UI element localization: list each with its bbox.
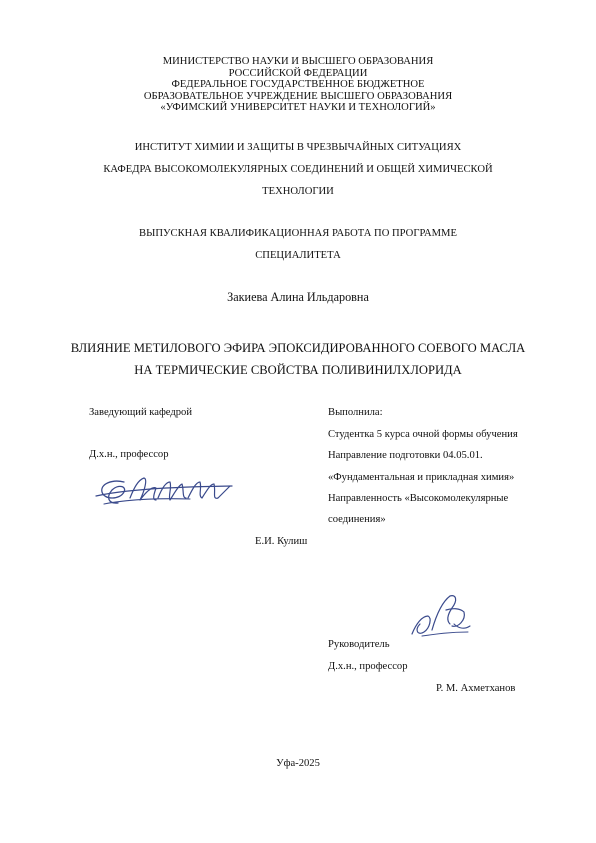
head-of-department-degree: Д.х.н., профессор — [89, 449, 169, 460]
department-line: КАФЕДРА ВЫСОКОМОЛЕКУЛЯРНЫХ СОЕДИНЕНИЙ И ОБЩЕЙ ХИМИЧЕСКОЙ — [103, 164, 493, 175]
ministry-line: «УФИМСКИЙ УНИВЕРСИТЕТ НАУКИ И ТЕХНОЛОГИЙ» — [160, 102, 436, 114]
city-year: Уфа-2025 — [276, 758, 320, 769]
performer-direction: Направление подготовки 04.05.01. — [328, 450, 483, 461]
ministry-line: МИНИСТЕРСТВО НАУКИ И ВЫСШЕГО ОБРАЗОВАНИЯ — [162, 56, 434, 67]
department-line: ТЕХНОЛОГИИ — [262, 186, 334, 197]
performer-label: Выполнила: — [328, 407, 383, 418]
performer-student: Студентка 5 курса очной формы обучения — [328, 429, 518, 440]
ministry-header — [0, 56, 596, 114]
performer-direction-name: «Фундаментальная и прикладная химия» — [328, 472, 515, 483]
head-of-department-signature — [94, 470, 240, 512]
head-of-department-name: Е.И. Кулиш — [255, 536, 308, 547]
thesis-title — [0, 337, 596, 381]
supervisor-name: Р. М. Ахметханов — [436, 683, 516, 694]
institute-line: ИНСТИТУТ ХИМИИ И ЗАЩИТЫ В ЧРЕЗВЫЧАЙНЫХ СИТУАЦИЯХ — [134, 142, 462, 153]
title-line: НА ТЕРМИЧЕСКИЕ СВОЙСТВА ПОЛИВИНИЛХЛОРИДА — [134, 363, 462, 377]
performer-specialization: Направленность «Высокомолекулярные — [328, 493, 509, 504]
work-type-line: СПЕЦИАЛИТЕТА — [255, 250, 341, 261]
author-name: Закиева Алина Ильдаровна — [227, 290, 369, 304]
institute-header — [0, 137, 596, 203]
ministry-line: РОССИЙСКОЙ ФЕДЕРАЦИИ — [228, 67, 368, 79]
performer-specialization-cont: соединения» — [328, 514, 386, 525]
supervisor-signature — [402, 590, 474, 642]
title-line: ВЛИЯНИЕ МЕТИЛОВОГО ЭФИРА ЭПОКСИДИРОВАННОГО СОЕВОГО МАСЛА — [70, 341, 526, 355]
ministry-line: ОБРАЗОВАТЕЛЬНОЕ УЧРЕЖДЕНИЕ ВЫСШЕГО ОБРАЗОВАНИЯ — [143, 90, 453, 102]
supervisor-degree: Д.х.н., профессор — [328, 661, 408, 672]
supervisor-position: Руководитель — [328, 639, 390, 650]
ministry-line: ФЕДЕРАЛЬНОЕ ГОСУДАРСТВЕННОЕ БЮДЖЕТНОЕ — [171, 79, 425, 91]
work-type-line: ВЫПУСКНАЯ КВАЛИФИКАЦИОННАЯ РАБОТА ПО ПРОГРАММЕ — [139, 228, 457, 239]
head-of-department-position: Заведующий кафедрой — [89, 407, 193, 418]
work-type — [0, 223, 596, 267]
